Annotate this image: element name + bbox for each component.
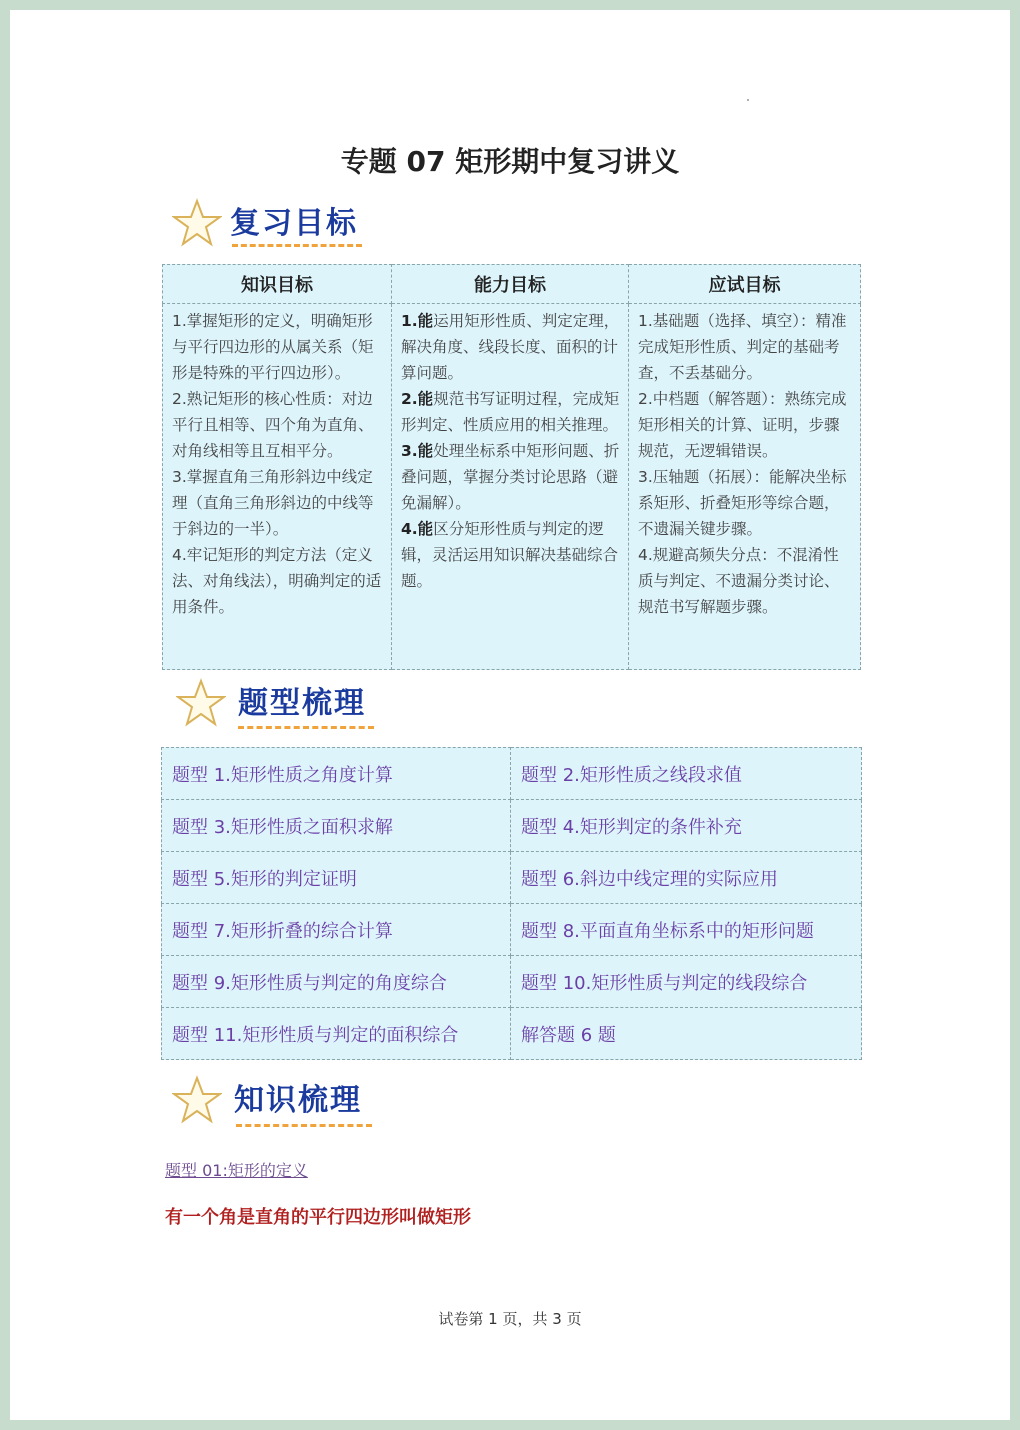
question-type-item: 解答题 6 题	[511, 1008, 862, 1060]
speck	[747, 99, 749, 101]
header-ability-goals: 能力目标	[392, 265, 629, 304]
question-type-item: 题型 7.矩形折叠的综合计算	[162, 904, 511, 956]
question-type-item: 题型 10.矩形性质与判定的线段综合	[511, 956, 862, 1008]
topic-link[interactable]: 题型 01:矩形的定义	[165, 1161, 308, 1180]
section-title: 复习目标	[230, 206, 358, 241]
section-underline	[238, 726, 374, 729]
question-type-item: 题型 9.矩形性质与判定的角度综合	[162, 956, 511, 1008]
item-text: 处理坐标系中矩形问题、折叠问题，掌握分类讨论思路（避免漏解）。	[401, 442, 620, 512]
section-title: 题型梳理	[238, 686, 366, 721]
table-header-row	[163, 265, 861, 304]
section-underline	[232, 244, 362, 247]
star-icon	[172, 198, 222, 248]
table-row	[162, 1008, 862, 1060]
question-type-item: 题型 2.矩形性质之线段求值	[511, 748, 862, 800]
knowledge-goals-cell	[163, 304, 392, 670]
list-item: 3.掌握直角三角形斜边中线定理（直角三角形斜边的中线等于斜边的一半）。	[172, 468, 374, 538]
question-type-item: 题型 8.平面直角坐标系中的矩形问题	[511, 904, 862, 956]
list-item	[401, 386, 620, 438]
section-knowledge	[172, 1075, 422, 1135]
item-text: 运用矩形性质、判定定理，解决角度、线段长度、面积的计算问题。	[401, 312, 620, 382]
table-row	[162, 904, 862, 956]
table-row	[162, 800, 862, 852]
question-type-item: 题型 4.矩形判定的条件补充	[511, 800, 862, 852]
list-item: 4.牢记矩形的判定方法（定义法、对角线法），明确判定的适用条件。	[172, 546, 382, 616]
list-item: 2.熟记矩形的核心性质：对边平行且相等、四个角为直角、对角线相等且互相平分。	[172, 390, 374, 460]
list-item: 3.压轴题（拓展）：能解决坐标系矩形、折叠矩形等综合题，不遗漏关键步骤。	[638, 468, 847, 538]
table-row	[162, 748, 862, 800]
item-number: 2.能	[401, 390, 434, 408]
list-item: 4.规避高频失分点：不混淆性质与判定、不遗漏分类讨论、规范书写解题步骤。	[638, 546, 840, 616]
definition-text: 有一个角是直角的平行四边形叫做矩形	[165, 1207, 471, 1228]
section-underline	[236, 1124, 372, 1127]
page-title: 专题 07 矩形期中复习讲义	[340, 145, 680, 178]
list-item	[401, 516, 620, 594]
section-review-goals	[172, 198, 422, 258]
question-type-item: 题型 3.矩形性质之面积求解	[162, 800, 511, 852]
list-item: 1.基础题（选择、填空）：精准完成矩形性质、判定的基础考查，不丢基础分。	[638, 312, 847, 382]
question-type-item: 题型 6.斜边中线定理的实际应用	[511, 852, 862, 904]
table-row	[162, 852, 862, 904]
table-row	[163, 304, 861, 670]
item-number: 3.能	[401, 442, 434, 460]
list-item	[401, 308, 620, 386]
document-page	[10, 10, 1010, 1420]
question-type-item: 题型 5.矩形的判定证明	[162, 852, 511, 904]
item-text: 区分矩形性质与判定的逻辑，灵活运用知识解决基础综合题。	[401, 520, 619, 590]
page-footer: 试卷第 1 页，共 3 页	[438, 1310, 582, 1328]
star-icon	[172, 1075, 222, 1125]
star-icon	[176, 678, 226, 728]
section-question-types	[176, 678, 426, 738]
ability-goals-cell	[392, 304, 629, 670]
question-type-item: 题型 1.矩形性质之角度计算	[162, 748, 511, 800]
table-row	[162, 956, 862, 1008]
question-type-item: 题型 11.矩形性质与判定的面积综合	[162, 1008, 511, 1060]
list-item	[401, 438, 620, 516]
section-title: 知识梳理	[234, 1083, 362, 1118]
question-types-table	[161, 747, 862, 1060]
header-exam-goals: 应试目标	[629, 265, 861, 304]
item-text: 规范书写证明过程，完成矩形判定、性质应用的相关推理。	[401, 390, 620, 434]
header-knowledge-goals: 知识目标	[163, 265, 392, 304]
item-number: 4.能	[401, 520, 434, 538]
list-item: 1.掌握矩形的定义，明确矩形与平行四边形的从属关系（矩形是特殊的平行四边形）。	[172, 312, 374, 382]
goals-table	[162, 264, 861, 670]
exam-goals-cell	[629, 304, 861, 670]
list-item: 2.中档题（解答题）：熟练完成矩形相关的计算、证明，步骤规范，无逻辑错误。	[638, 390, 847, 460]
item-number: 1.能	[401, 312, 434, 330]
